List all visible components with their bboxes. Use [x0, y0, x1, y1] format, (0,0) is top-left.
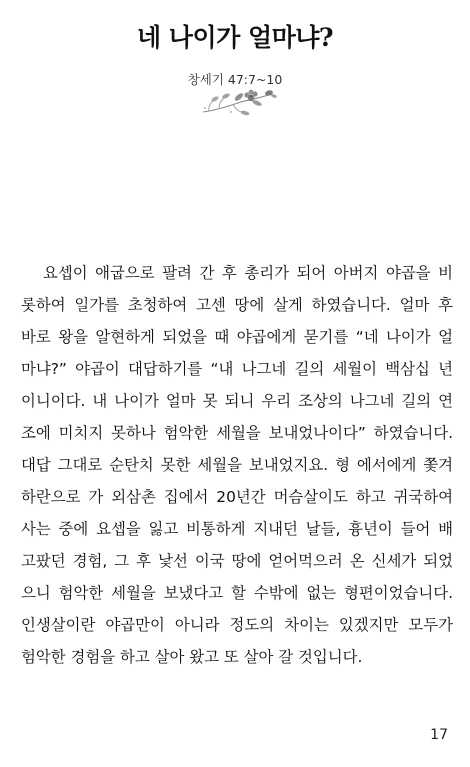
page-title: 네 나이가 얼마냐? [136, 23, 334, 52]
body-line: 험악한 경험을 하고 살아 왔고 또 살아 갈 것입니다. [21, 648, 363, 666]
body-paragraph [21, 257, 453, 673]
body-line: 하란으로 가 외삼촌 집에서 20년간 머슴살이도 하고 귀국하여 [21, 488, 453, 506]
body-line: 바로 왕을 알현하게 되었을 때 야곱에게 묻기를 “네 나이가 얼 [21, 328, 453, 346]
body-line: 대답 그대로 순탄치 못한 세월을 보내었지요. 형 에서에게 쫓겨 [21, 456, 453, 474]
scripture-reference: 창세기 47:7~10 [187, 72, 283, 87]
body-line: 고팠던 경험, 그 후 낯선 이국 땅에 얻어먹으러 온 신세가 되었 [21, 552, 453, 570]
body-line: 마냐?” 야곱이 대답하기를 “내 나그네 길의 세월이 백삼십 년 [21, 360, 453, 378]
floral-sprig-icon [195, 84, 280, 120]
body-line: 으니 험악한 세월을 보냈다고 할 수밖에 없는 형편이었습니다. [21, 584, 453, 602]
body-line: 조에 미치지 못하나 험악한 세월을 보내었나이다” 하였습니다. [21, 424, 453, 442]
body-line: 이니이다. 내 나이가 얼마 못 되니 우리 조상의 나그네 길의 연 [21, 392, 453, 410]
body-line: 롯하여 일가를 초청하여 고센 땅에 살게 하였습니다. 얼마 후 [21, 296, 453, 314]
body-line: 인생살이란 야곱만이 아니라 정도의 차이는 있겠지만 모두가 [21, 616, 453, 634]
page-number: 17 [430, 727, 448, 743]
body-line: 사는 중에 요셉을 잃고 비통하게 지내던 날들, 흉년이 들어 배 [21, 520, 453, 538]
body-line: 요셉이 애굽으로 팔려 간 후 총리가 되어 아버지 야곱을 비 [43, 264, 453, 282]
